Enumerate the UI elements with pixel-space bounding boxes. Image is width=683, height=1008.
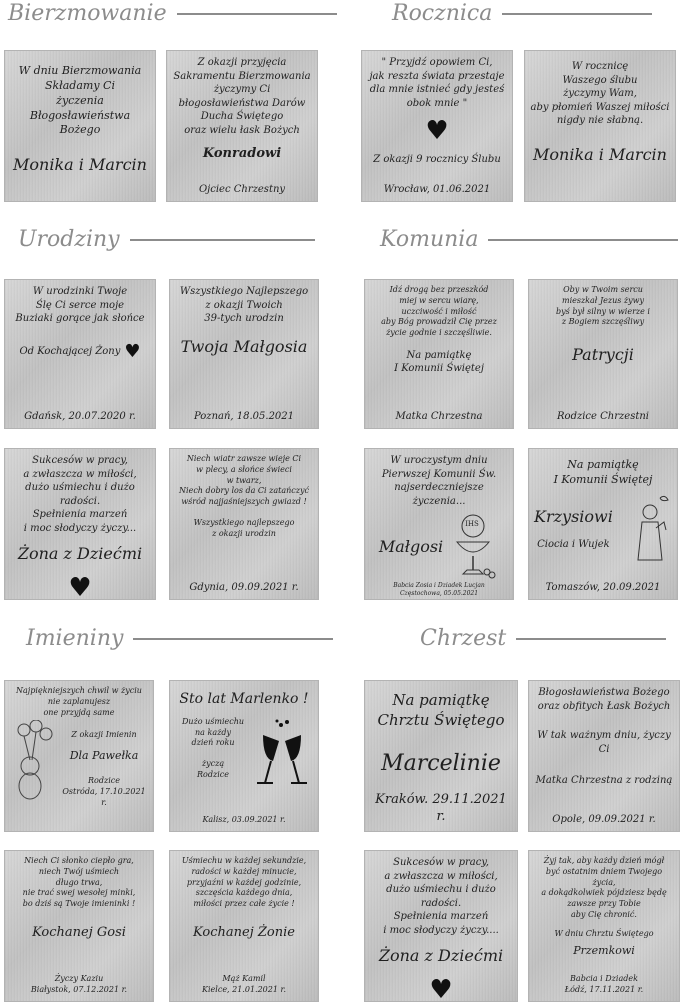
plate-text: Waszego ślubu [562,74,638,86]
plate-text: obok mnie " [406,97,468,109]
plate-text: z okazji urodzin [212,528,276,538]
plate-text: W tak ważnym dniu, życzy Ci [537,730,671,755]
plate-text: Sakramentu Bierzmowania [173,70,311,82]
plate-komunia-2 [528,279,678,429]
plate-text: byś był silny w wierze i [556,306,650,316]
divider-line [177,13,337,15]
plate-text: Wszystkiego Najlepszego [179,286,309,297]
section-header-chrzest [420,626,666,651]
plate-text: Ducha Świętego [200,111,284,122]
recipient-name: Przemkowi [573,943,635,957]
content-row [10,720,148,808]
plate-text: Chrztu Świętego [377,711,505,730]
plate-text: Spełnienia marzeń [393,911,489,922]
plate-text: Babcia i Dziadek [570,974,638,984]
plate-komunia-3 [364,448,514,600]
plate-text: i moc słodyczy życzy.... [383,924,499,936]
plate-komunia-4 [528,448,678,600]
plate-signature: Częstochowa, 05.05.2021 [399,590,479,598]
plate-signature: Kraków. 29.11.2021 r. [375,791,507,825]
plate-text: Spełnienia marzeń [32,509,128,520]
praying-boy-icon [632,494,672,564]
plate-text: długo trwa, [55,877,103,887]
section-header-imieniny [26,626,333,651]
plate-text: Z okazji 9 rocznicy Ślubu [373,154,501,166]
plate-text: Sukcesów w pracy, [393,857,489,868]
plate-bierzmowanie-2 [166,50,318,202]
plate-text: miłości przez całe życie ! [193,899,295,909]
divider-line [133,638,333,640]
section-title: Urodziny [18,227,120,252]
plate-text: W urodzinki Twoje [32,286,128,297]
name-row [534,494,672,564]
section-title: Chrzest [420,626,507,651]
plate-text: Błogosławieństwa Bożego [29,108,131,137]
plate-text: Na pamiątkę [567,458,639,471]
divider-line [488,239,678,241]
recipient-name: Monika i Marcin [533,144,667,164]
plate-text: Rodzice [197,770,229,780]
plate-text: aby płomień Waszej miłości [530,101,670,113]
section-title: Rocznica [392,1,493,26]
section-header-bierzmowanie [8,1,337,26]
plate-text: wśród najjaśniejszych gwiazd ! [181,497,307,507]
chalice-icon [447,512,499,582]
plate-bierzmowanie-1 [4,50,156,202]
plate-signature: Ojciec Chrzestny [198,183,286,195]
plate-urodziny-2 [169,279,319,429]
plate-rocznica-2 [524,50,676,202]
divider-line [516,638,666,640]
plate-text: Życzy Kaziu [54,974,104,984]
plate-text: i moc słodyczy życzy... [23,522,137,534]
plate-text: z Bogiem szczęśliwy [561,317,645,327]
host-text: IHS [465,520,479,528]
plate-signature: Rodzice Chrzestni [557,410,649,422]
recipient-name: Kochanej Żonie [193,924,295,940]
plate-text: W uroczystym dniu [390,455,488,466]
section-header-rocznica [392,1,652,26]
signature-row [19,340,140,364]
section-title: Bierzmowanie [8,1,167,26]
plate-text: życie godnie i szczęśliwie. [386,328,492,338]
plate-text: Ślę Ci serce moje [35,299,125,311]
plate-text: Uśmiechu w każdej sekundzie, [181,856,307,865]
plate-text: radości w każdej minucie, [191,866,297,876]
plate-signature: Kielce, 21.01.2021 r. [202,985,286,995]
plate-text: najserdeczniejsze życzenia... [394,482,484,507]
plate-text: W rocznicę [571,61,629,72]
plate-text: Dużo uśmiechu [181,716,245,726]
plate-text: nigdy nie słabną. [556,115,644,126]
plate-text: I Komunii Świętej [553,472,653,486]
section-header-urodziny [18,227,315,252]
recipient-name: Żona z Dziećmi [17,544,143,563]
plate-komunia-1 [364,279,514,429]
plate-urodziny-4 [169,448,319,600]
plate-text: Pierwszej Komunii Św. [381,468,497,480]
plate-text: w twarz, [226,475,262,485]
plate-text: dla mnie istnieć gdy jesteś [369,84,505,95]
plate-text: Matka Chrzestna z rodziną [535,775,673,786]
plate-text: Niech dobry los da Ci zatańczyć [179,486,309,496]
plate-text: bo dziś są Twoje imieninki ! [22,899,136,909]
name-block [534,506,613,551]
heart-icon: ♥ [124,340,141,362]
plate-text: Niech wiatr zawsze wieje Ci [186,454,302,463]
plate-imieniny-3 [4,850,154,1002]
plate-signature: Opole, 09.09.2021 r. [552,813,656,825]
plate-text: dzień roku [191,738,235,748]
recipient-name: Dla Pawełka [69,749,139,763]
plate-text: oraz wielu łask Bożych [184,124,300,136]
plate-text: życzą [201,759,225,769]
plate-text: W dniu Chrztu Świętego [554,928,654,938]
plate-signature: Gdynia, 09.09.2021 r. [189,581,299,593]
plate-text: dużo uśmiechu i dużo radości. [25,482,135,507]
plate-text: Oby w Twoim sercu [563,285,643,294]
plate-signature: Łódź, 17.11.2021 r. [564,985,644,995]
recipient-name: Żona z Dziećmi [378,946,504,965]
plate-text: życzymy Ci [213,84,271,95]
plate-text: " Przyjdź opowiem Ci, [381,57,493,68]
plate-text: Wszystkiego najlepszego [193,517,295,527]
plate-text: w plecy, a słońce świeci [196,464,292,474]
plate-text: aby Cię chronić. [571,909,637,919]
recipient-name: Marcelinie [381,750,501,776]
plate-text: uczciwość i miłość [401,306,477,316]
plate-text: Buziaki gorące jak słońce [15,313,145,324]
plate-text: jak reszta świata przestaje [369,70,505,82]
plate-text: Od Kochającej Żony [19,345,121,357]
plate-text: Idź drogą bez przeszkód [389,285,489,294]
section-header-komunia [380,227,678,252]
champagne-glasses-icon [251,717,313,789]
plate-text: oraz obfitych Łask Bożych [537,700,671,712]
plate-text: Składamy Ci [44,78,115,92]
plate-text: one przyjdą same [43,707,115,717]
plate-chrzest-1 [364,680,518,832]
plate-text: mieszkał Jezus żywy [561,295,644,305]
plate-text: życzymy Wam, [563,88,637,99]
plate-signature: Tomaszów, 20.09.2021 [545,581,661,593]
plate-text: W dniu Bierzmowania [18,64,142,77]
recipient-name: Małgosi [378,537,444,557]
plate-signature: Ostróda, 17.10.2021 r. [62,786,146,807]
plate-text: być ostatnim dniem Twojego życia, [545,866,663,887]
teddy-bear-icon [10,720,60,808]
plate-text: Sukcesów w pracy, [32,455,128,466]
plate-signature: Białystok, 07.12.2021 r. [30,985,128,995]
plate-text: Mąż Kamil [222,974,266,984]
plate-rocznica-1 [361,50,513,202]
text-block [175,717,251,789]
plate-text: I Komunii Świętej [394,363,484,375]
content-row [175,717,313,789]
plate-text: a dokądkolwiek pójdziesz będę [541,888,667,898]
plate-text: Żyj tak, aby każdy dzień mógł [543,856,665,865]
plate-text: Niech Ci słonko ciepło gra, [24,856,134,865]
plate-text: dużo uśmiechu i dużo radości. [386,884,496,909]
plate-text: Z okazji Imienin [71,730,137,740]
heart-icon: ♥ [425,116,449,146]
plate-text: przyjaźni w każdej godzinie, [186,877,302,887]
recipient-name: Krzysiowi [534,507,613,527]
plate-text: 39-tych urodzin [204,313,284,324]
plate-chrzest-2 [528,680,680,832]
plate-text: a zwłaszcza w miłości, [23,468,137,480]
plate-text: a zwłaszcza w miłości, [384,870,498,882]
plate-text: z okazji Twoich [205,299,283,311]
plate-urodziny-1 [4,279,156,429]
plate-signature: Matka Chrzestna [395,410,483,422]
plate-text: zawsze przy Tobie [567,899,641,909]
plate-chrzest-4 [528,850,680,1002]
plate-text: Błogosławieństwa Bożego [538,687,670,698]
plate-signature: Wrocław, 01.06.2021 [383,183,491,195]
plate-imieniny-4 [169,850,319,1002]
recipient-name: Monika i Marcin [13,155,147,175]
plate-text: Z okazji przyjęcia [197,57,287,68]
plate-text: Babcia Zosia i Dziadek Lucjan [393,582,485,589]
recipient-name: Patrycji [572,345,634,365]
recipient-name: Twoja Małgosia [180,336,308,356]
plate-text: życzenia [56,93,104,107]
plate-imieniny-2 [169,680,319,832]
plate-text: niech Twój uśmiech [38,866,120,876]
plate-text: aby Bóg prowadził Cię przez [381,317,497,327]
plate-signature: Kalisz, 03.09.2021 r. [202,815,286,825]
plate-urodziny-3 [4,448,156,600]
plate-text: błogosławieństwa Darów [178,97,306,109]
plate-text: Najpiękniejszych chwil w życiu [16,686,142,695]
section-title: Komunia [380,227,479,252]
plate-chrzest-3 [364,850,518,1002]
plate-imieniny-1 [4,680,154,832]
plate-text: szczęścia każdego dnia, [195,888,293,898]
plate-text: Ciocia i Wujek [537,538,610,550]
divider-line [130,239,315,241]
plate-text: na każdy [195,727,231,737]
plate-text: Rodzice [88,776,120,786]
plate-text: nie zaplanujesz [47,696,111,706]
recipient-name: Konradowi [202,146,282,161]
text-block [60,720,148,808]
plate-text: Na pamiątkę [392,691,490,709]
heart-icon: ♥ [429,974,453,1002]
name-row [370,512,508,582]
plate-text: nie trać swej wesołej minki, [22,888,136,898]
divider-line [502,13,652,15]
plate-text: Na pamiątkę [406,349,472,361]
plate-signature: Poznań, 18.05.2021 [193,410,295,422]
plate-text: Sto lat Marlenko ! [179,691,309,707]
heart-icon: ♥ [68,572,92,600]
plate-signature: Gdańsk, 20.07.2020 r. [24,410,136,422]
plate-text: miej w sercu wiarę, [399,295,479,305]
recipient-name: Kochanej Gosi [32,924,126,940]
section-title: Imieniny [26,626,124,651]
